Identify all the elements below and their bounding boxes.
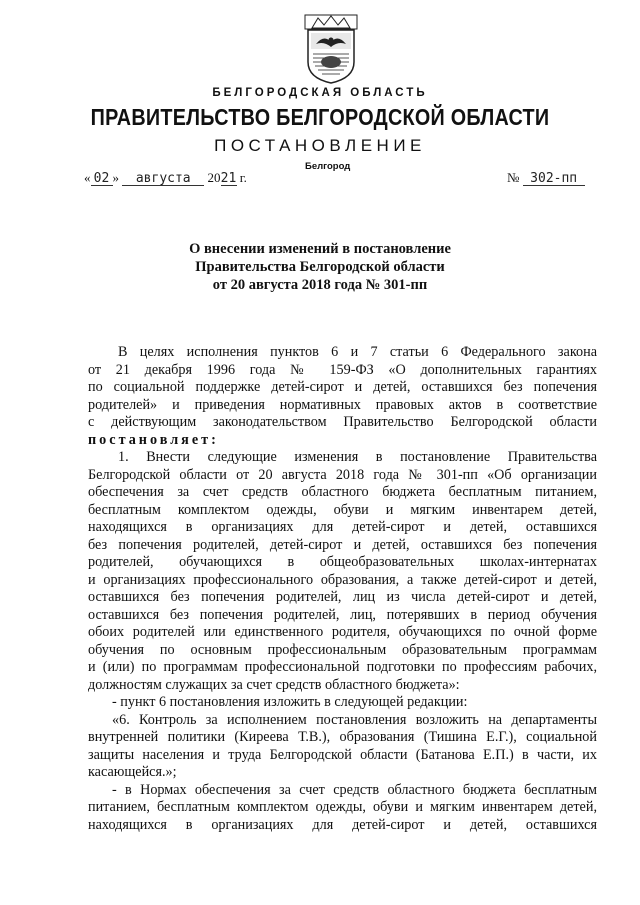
body-line: от 21 декабря 1996 года № 159-ФЗ «О дополнительных гарантиях — [88, 361, 597, 378]
government-name: ПРАВИТЕЛЬСТВО БЕЛГОРОДСКОЙ ОБЛАСТИ — [90, 104, 550, 130]
date-field — [84, 170, 247, 186]
number-value: 302-пп — [523, 172, 585, 186]
body-line: должностям служащих за счет средств областного бюджета»: — [88, 676, 460, 693]
body-line: оставшихся без попечения родителей, лиц, потерявших в период обучения — [88, 606, 597, 623]
body-line: родителей, обучающихся в общеобразовательных школах-интернатах — [88, 554, 597, 570]
city-name: Белгород — [305, 161, 351, 172]
number-prefix: № — [507, 170, 520, 185]
date-open-quote: « — [84, 170, 91, 185]
body-line: - пункт 6 постановления изложить в следующей редакции: — [112, 694, 468, 710]
body-line: родителей» и приведения нормативных правовых актов в соответствие — [88, 396, 597, 413]
body-line: оставшихся без попечения родителей, лиц из числа детей-сирот и детей, — [88, 589, 597, 605]
body-line: и (или) по программам профессиональной подготовки по профессиям рабочих, — [88, 659, 597, 675]
body-line: и организациях профессионального образования, а также детей-сирот и детей, — [88, 571, 597, 588]
document-number — [507, 170, 585, 186]
body-line: обучения по основным профессиональным образовательным программам — [88, 641, 597, 658]
body-line: находящихся в организациях для детей-сирот и детей, оставшихся — [88, 519, 597, 535]
title-line: Правительства Белгородской области — [195, 259, 445, 275]
body-line: обоих родителей или единственного родителя, обучающихся по очной форме — [88, 624, 597, 640]
body-line: В целях исполнения пунктов 6 и 7 статьи 6 Федерального закона — [118, 344, 597, 360]
document-body — [88, 344, 597, 834]
body-line: находящихся в организациях для детей-сирот и детей, оставшихся — [88, 816, 597, 833]
body-line: бесплатным комплектом одежды, обуви и мягким инвентарем детей, — [88, 501, 597, 518]
body-line: по социальной поддержке детей-сирот и детей, оставшихся без попечения — [88, 379, 597, 395]
body-line: Белгородской области от 20 августа 2018 года № 301-пп «Об организации — [88, 466, 597, 483]
body-line: внутренней политики (Киреева Т.В.), образования (Тишина Е.Г.), социальной — [88, 729, 597, 745]
body-line: постановляет: — [88, 431, 219, 448]
body-line: с действующим законодательством Правительство Белгородской области — [88, 414, 597, 430]
date-close-quote: » — [112, 170, 119, 185]
body-line: без попечения родителей, детей-сирот и детей, оставшихся без попечения — [88, 536, 597, 553]
document-title — [0, 240, 640, 294]
body-line: - в Нормах обеспечения за счет средств областного бюджета бесплатным — [112, 781, 597, 798]
coat-of-arms-icon — [304, 14, 358, 84]
body-line: питанием, бесплатным комплектом одежды, обуви и мягким инвентарем детей, — [88, 799, 597, 815]
title-line: О внесении изменений в постановление — [189, 241, 451, 257]
body-line: 1. Внести следующие изменения в постановление Правительства — [118, 449, 597, 465]
title-line: от 20 августа 2018 года № 301-пп — [212, 277, 428, 293]
region-name: БЕЛГОРОДСКАЯ ОБЛАСТЬ — [212, 87, 428, 99]
date-year-suffix: 21 — [220, 171, 237, 186]
body-line: касающейся.»; — [88, 764, 177, 780]
body-line: обеспечения за счет средств областного бюджета бесплатным питанием, — [88, 484, 597, 500]
date-month: августа — [122, 172, 204, 186]
date-day: 02 — [91, 172, 113, 186]
body-line: защиты населения и труда Белгородской области (Батанова Е.П.) в части, их — [88, 746, 597, 763]
date-year-mark: г. — [239, 170, 247, 185]
document-type: ПОСТАНОВЛЕНИЕ — [214, 136, 426, 155]
date-year-prefix: 20 — [207, 170, 221, 185]
body-line: «6. Контроль за исполнением постановления возложить на департаменты — [112, 711, 597, 728]
